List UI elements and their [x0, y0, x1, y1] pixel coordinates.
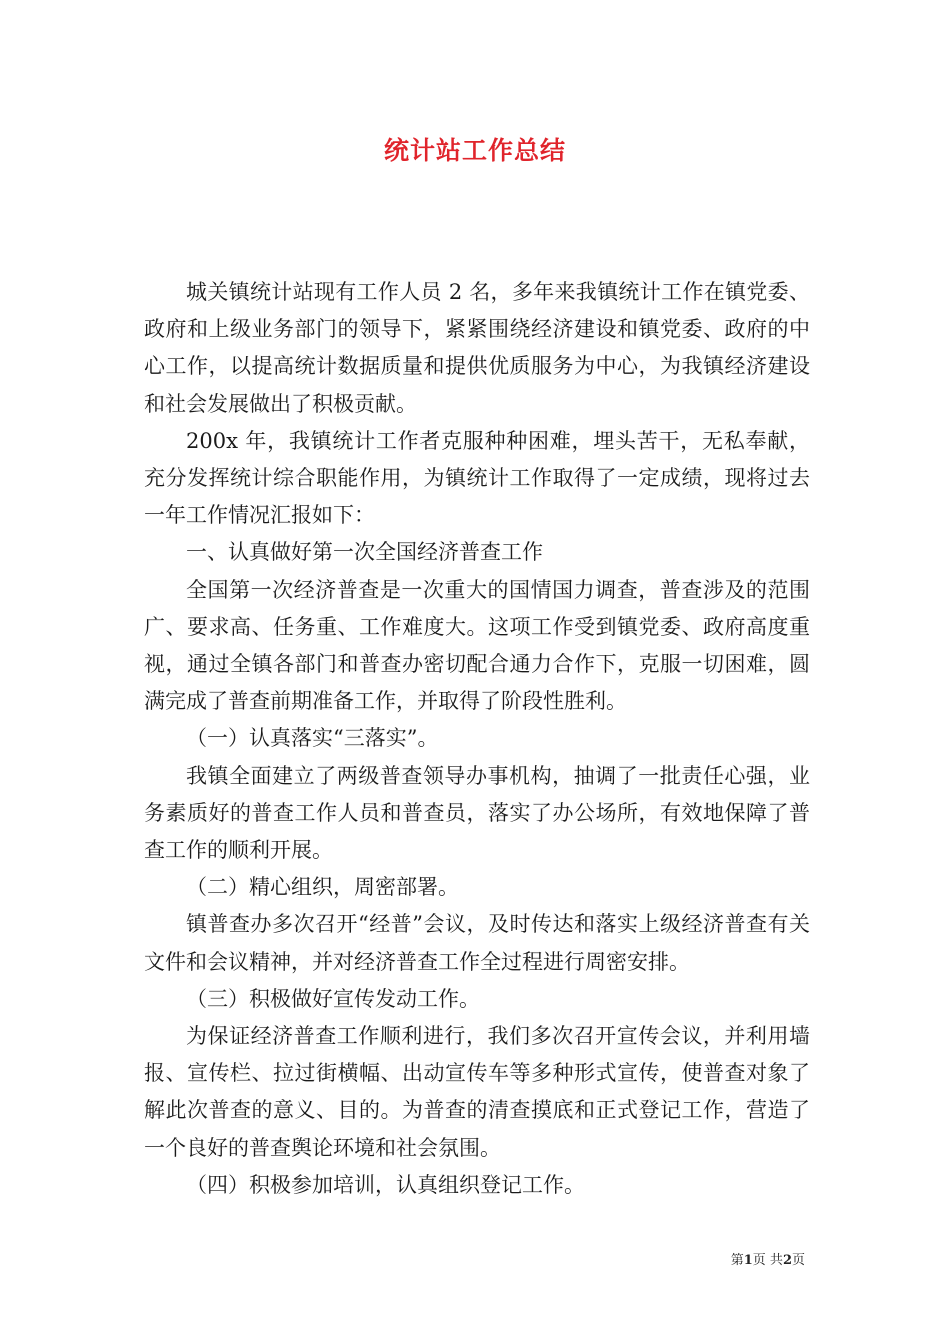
paragraph-intro: 城关镇统计站现有工作人员 2 名，多年来我镇统计工作在镇党委、政府和上级业务部门的领导下，紧紧围绕经济建设和镇党委、政府的中心工作，以提高统计数据质量和提供优质服务为中心，为我镇经济建设和社会发展做出了积极贡献。 [144, 280, 810, 416]
subheading-2: （二）精心组织，周密部署。 [186, 875, 459, 900]
paragraph-organization: 我镇全面建立了两级普查领导办事机构，抽调了一批责任心强，业务素质好的普查工作人员和普查员，落实了办公场所，有效地保障了普查工作的顺利开展。 [144, 763, 810, 863]
section-heading-1: 一、认真做好第一次全国经济普查工作 [186, 540, 543, 565]
document-title: 统计站工作总结 [383, 136, 566, 165]
paragraph-census-overview: 全国第一次经济普查是一次重大的国情国力调查，普查涉及的范围广、要求高、任务重、工作难度大。这项工作受到镇党委、政府高度重视，通过全镇各部门和普查办密切配合通力合作下，克服一切困难，圆满完成了普查前期准备工作，并取得了阶段性胜利。 [144, 577, 810, 714]
footer-prefix: 第 [730, 1253, 744, 1268]
footer-current-page: 1 [743, 1253, 753, 1268]
footer-total-pages: 2 [782, 1253, 792, 1268]
paragraph-publicity: 为保证经济普查工作顺利进行，我们多次召开宣传会议，并利用墙报、宣传栏、拉过街横幅、出动宣传车等多种形式宣传，使普查对象了解此次普查的意义、目的。为普查的清查摸底和正式登记工作，营造了一个良好的普查舆论环境和社会氛围。 [144, 1024, 810, 1160]
paragraph-summary: 200x 年，我镇统计工作者克服种种困难，埋头苦干，无私奉献，充分发挥统计综合职能作用，为镇统计工作取得了一定成绩，现将过去一年工作情况汇报如下： [144, 428, 810, 528]
subheading-3: （三）积极做好宣传发动工作。 [186, 986, 480, 1011]
footer-middle: 页 共 [752, 1253, 783, 1268]
subheading-4: （四）积极参加培训，认真组织登记工作。 [186, 1172, 585, 1197]
footer-suffix: 页 [791, 1253, 805, 1268]
subheading-1: （一）认真落实“三落实”。 [186, 726, 439, 751]
page-number-footer [731, 1249, 805, 1268]
document-body [144, 274, 810, 1204]
paragraph-meetings: 镇普查办多次召开“经普”会议，及时传达和落实上级经济普查有关文件和会议精神，并对经济普查工作全过程进行周密安排。 [144, 912, 810, 974]
